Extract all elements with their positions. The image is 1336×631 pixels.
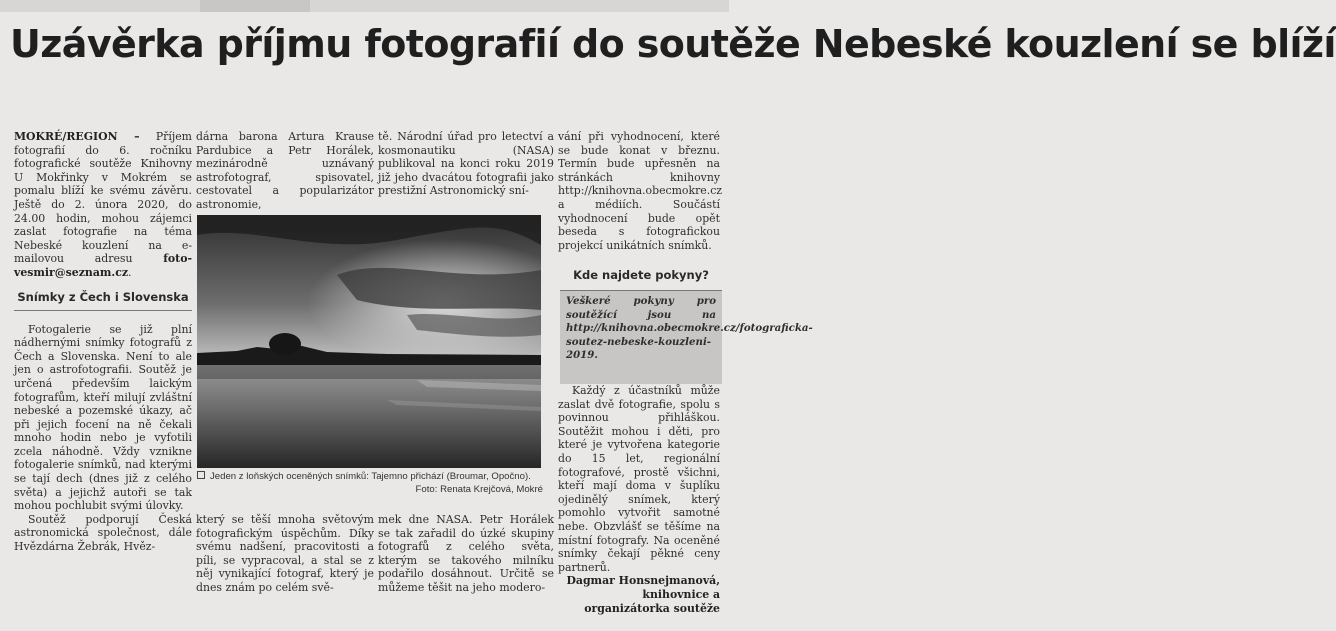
article-column-3-top — [378, 130, 554, 206]
lead-text: Příjem fotografií do 6. ročníku fotografické soutěže Knihovny U Mokřinky v Mokrém se pomalu blíží ke svému závěru. Ještě do 2. února 2020, do 24.00 hodin, mohou zájemci zaslat fotografie na téma Nebeské kouzlení na e-mailovou adresu — [14, 130, 192, 266]
photo-caption — [197, 470, 543, 496]
caption-square-icon — [197, 471, 205, 479]
article-headline: Uzávěrka příjmu fotografií do soutěže Nebeské kouzlení se blíží — [10, 22, 1336, 66]
article-photo — [197, 215, 541, 468]
section-subheading: Snímky z Čech i Slovenska — [14, 290, 192, 311]
lake-sunset-photo — [197, 215, 541, 468]
caption-text: Jeden z loňských oceněných snímků: Tajemno přichází (Broumar, Opočno). — [210, 471, 531, 482]
contact-email: foto-vesmir@seznam.cz — [14, 252, 192, 279]
article-column-4-bottom — [558, 384, 720, 626]
strip-shade — [200, 0, 310, 12]
article-column-3-bottom — [378, 513, 554, 625]
article-column-2-bottom — [196, 513, 374, 625]
author-signature: Dagmar Honsnejmanová, knihovnice a organizátorka soutěže — [566, 574, 720, 615]
lead-paragraph — [14, 130, 192, 280]
previous-article-strip — [0, 0, 729, 12]
paragraph-gallery: Fotogalerie se již plní nádhernými snímky fotografů z Čech a Slovenska. Není to ale jen o astrofotografii. Soutěž je určená především laickým fotografům, kteří milují zvláštní nebeské a pozemské úkazy, ač při jejich focení na ně čekali mnoho hodin nebo je vyfotili zcela náhodně. Vždy vznikne fotogalerie snímků, nad kterými se tají dech (dnes již z celého světa) a jejichž autoři se tak mohou pochlubit svými úlovky. — [14, 322, 192, 513]
column-2-top-text: dárna barona Artura Krause Pardubice a Petr Horálek, mezinárodně uznávaný astrofotograf, spisovatel, cestovatel a popularizátor astronomie, — [196, 130, 374, 211]
paragraph-supporters: Soutěž podporují Česká astronomická společnost, dále Hvězdárna Žebrák, Hvěz- — [14, 512, 192, 554]
lead-end: . — [128, 265, 132, 279]
article-column-1 — [14, 130, 192, 625]
dateline: MOKRÉ/REGION – — [14, 130, 140, 143]
column-3-top-text: tě. Národní úřad pro letectví a kosmonautiku (NASA) publikoval na konci roku 2019 již jeho dvacátou fotografii jako prestižní Astronomický sní- — [378, 130, 554, 198]
column-2-bottom-text: který se těší mnoha světovým fotografickým úspěchům. Díky svému nadšení, pracovitosti a píli, se vypracoval, a stal se z něj vynikající fotograf, který je dnes znám po celém svě- — [196, 513, 374, 594]
sidebar-box: Veškeré pokyny pro soutěžící jsou na http://knihovna.obecmokre.cz/fotograficka-soutez-nebeske-kouzleni-2019. — [560, 290, 722, 384]
photo-credit: Foto: Renata Krejčová, Mokré — [415, 484, 543, 495]
article-column-2-top — [196, 130, 374, 211]
column-4-top-text: vání při vyhodnocení, které se bude konat v březnu. Termín bude upřesněn na stránkách knihovny http://knihovna.obecmokre.cz a médiích. Součástí vyhodnocení bude opět beseda s fotografickou projekcí unikátních snímků. — [558, 130, 723, 252]
paragraph-participants: Každý z účastníků může zaslat dvě fotografie, spolu s povinnou přihláškou. Soutěžit mohou i děti, pro které je vytvořena kategorie do 15 let, regionální fotografové, prostě všichni, kteří mají doma v šuplíku ojedinělý snímek, který pomohlo vytvořit samotné nebe. Obzvlášť se těšíme na místní fotografy. Na oceněné snímky čekají pěkné ceny partnerů. — [558, 384, 720, 574]
column-3-bottom-text: mek dne NASA. Petr Horálek se tak zařadil do úzké skupiny fotografů z celého světa, kterým se takového milníku podařilo dosáhnout. Určitě se můžeme těšit na jeho modero- — [378, 513, 554, 594]
sidebar-heading: Kde najdete pokyny? — [573, 268, 709, 282]
